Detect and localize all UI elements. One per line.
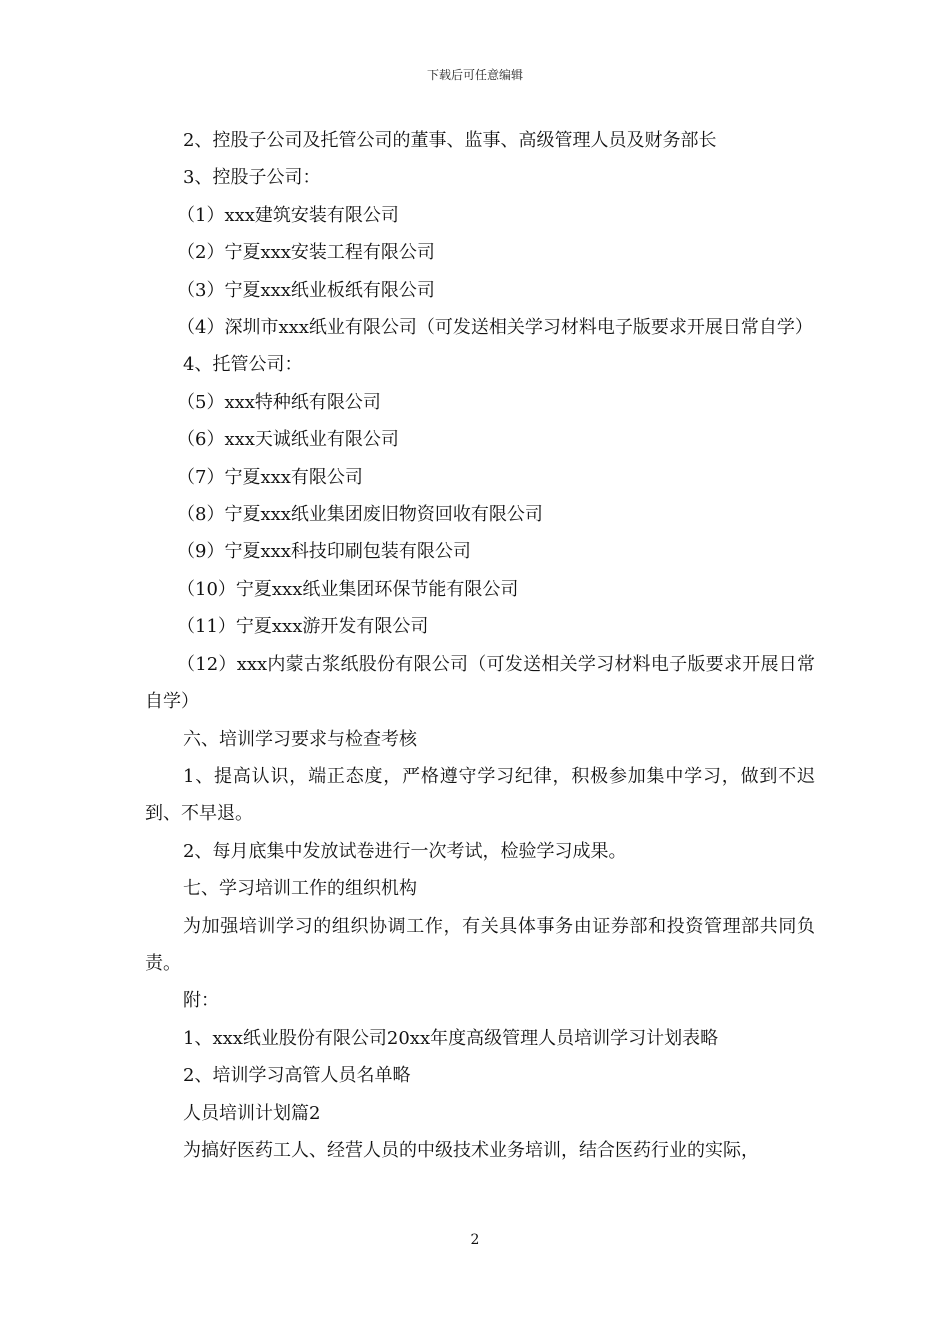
list-item: （10）宁夏xxx纸业集团环保节能有限公司: [177, 578, 519, 600]
document-body: [145, 122, 815, 1169]
list-item: （4）深圳市xxx纸业有限公司（可发送相关学习材料电子版要求开展日常自学）: [177, 317, 813, 339]
paragraph: 4、托管公司：: [183, 354, 303, 376]
paragraph: 附：: [183, 990, 219, 1012]
list-item: （9）宁夏xxx科技印刷包装有限公司: [177, 541, 471, 563]
list-item: （1）xxx建筑安装有限公司: [177, 204, 399, 226]
paragraph: 为搞好医药工人、经营人员的中级技术业务培训，结合医药行业的实际，: [183, 1139, 759, 1161]
paragraph: 为加强培训学习的组织协调工作，有关具体事务由证券部和投资管理部共同负责。: [145, 915, 815, 974]
paragraph: 1、提高认识，端正态度，严格遵守学习纪律，积极参加集中学习，做到不迟到、不早退。: [145, 765, 815, 825]
list-item: （5）xxx特种纸有限公司: [177, 391, 381, 413]
paragraph: 1、xxx纸业股份有限公司20xx年度高级管理人员培训学习计划表略: [183, 1027, 719, 1049]
page-number: 2: [470, 1232, 480, 1248]
section-heading: 六、培训学习要求与检查考核: [183, 728, 417, 750]
list-item: （3）宁夏xxx纸业板纸有限公司: [177, 279, 435, 301]
section-heading: 人员培训计划篇2: [183, 1102, 321, 1124]
paragraph: 2、每月底集中发放试卷进行一次考试，检验学习成果。: [183, 840, 627, 862]
paragraph: 2、培训学习高管人员名单略: [183, 1065, 411, 1087]
paragraph: 3、控股子公司：: [183, 167, 321, 189]
list-item: （2）宁夏xxx安装工程有限公司: [177, 242, 435, 264]
list-item: （11）宁夏xxx游开发有限公司: [177, 616, 429, 638]
section-heading: 七、学习培训工作的组织机构: [183, 878, 417, 900]
page-header: 下载后可任意编辑: [426, 68, 523, 82]
list-item: （7）宁夏xxx有限公司: [177, 466, 363, 488]
paragraph: 2、控股子公司及托管公司的董事、监事、高级管理人员及财务部长: [183, 130, 717, 151]
list-item: （8）宁夏xxx纸业集团废旧物资回收有限公司: [177, 504, 543, 526]
list-item: （12）xxx内蒙古浆纸股份有限公司（可发送相关学习材料电子版要求开展日常自学）: [145, 653, 815, 713]
list-item: （6）xxx天诚纸业有限公司: [177, 429, 399, 451]
